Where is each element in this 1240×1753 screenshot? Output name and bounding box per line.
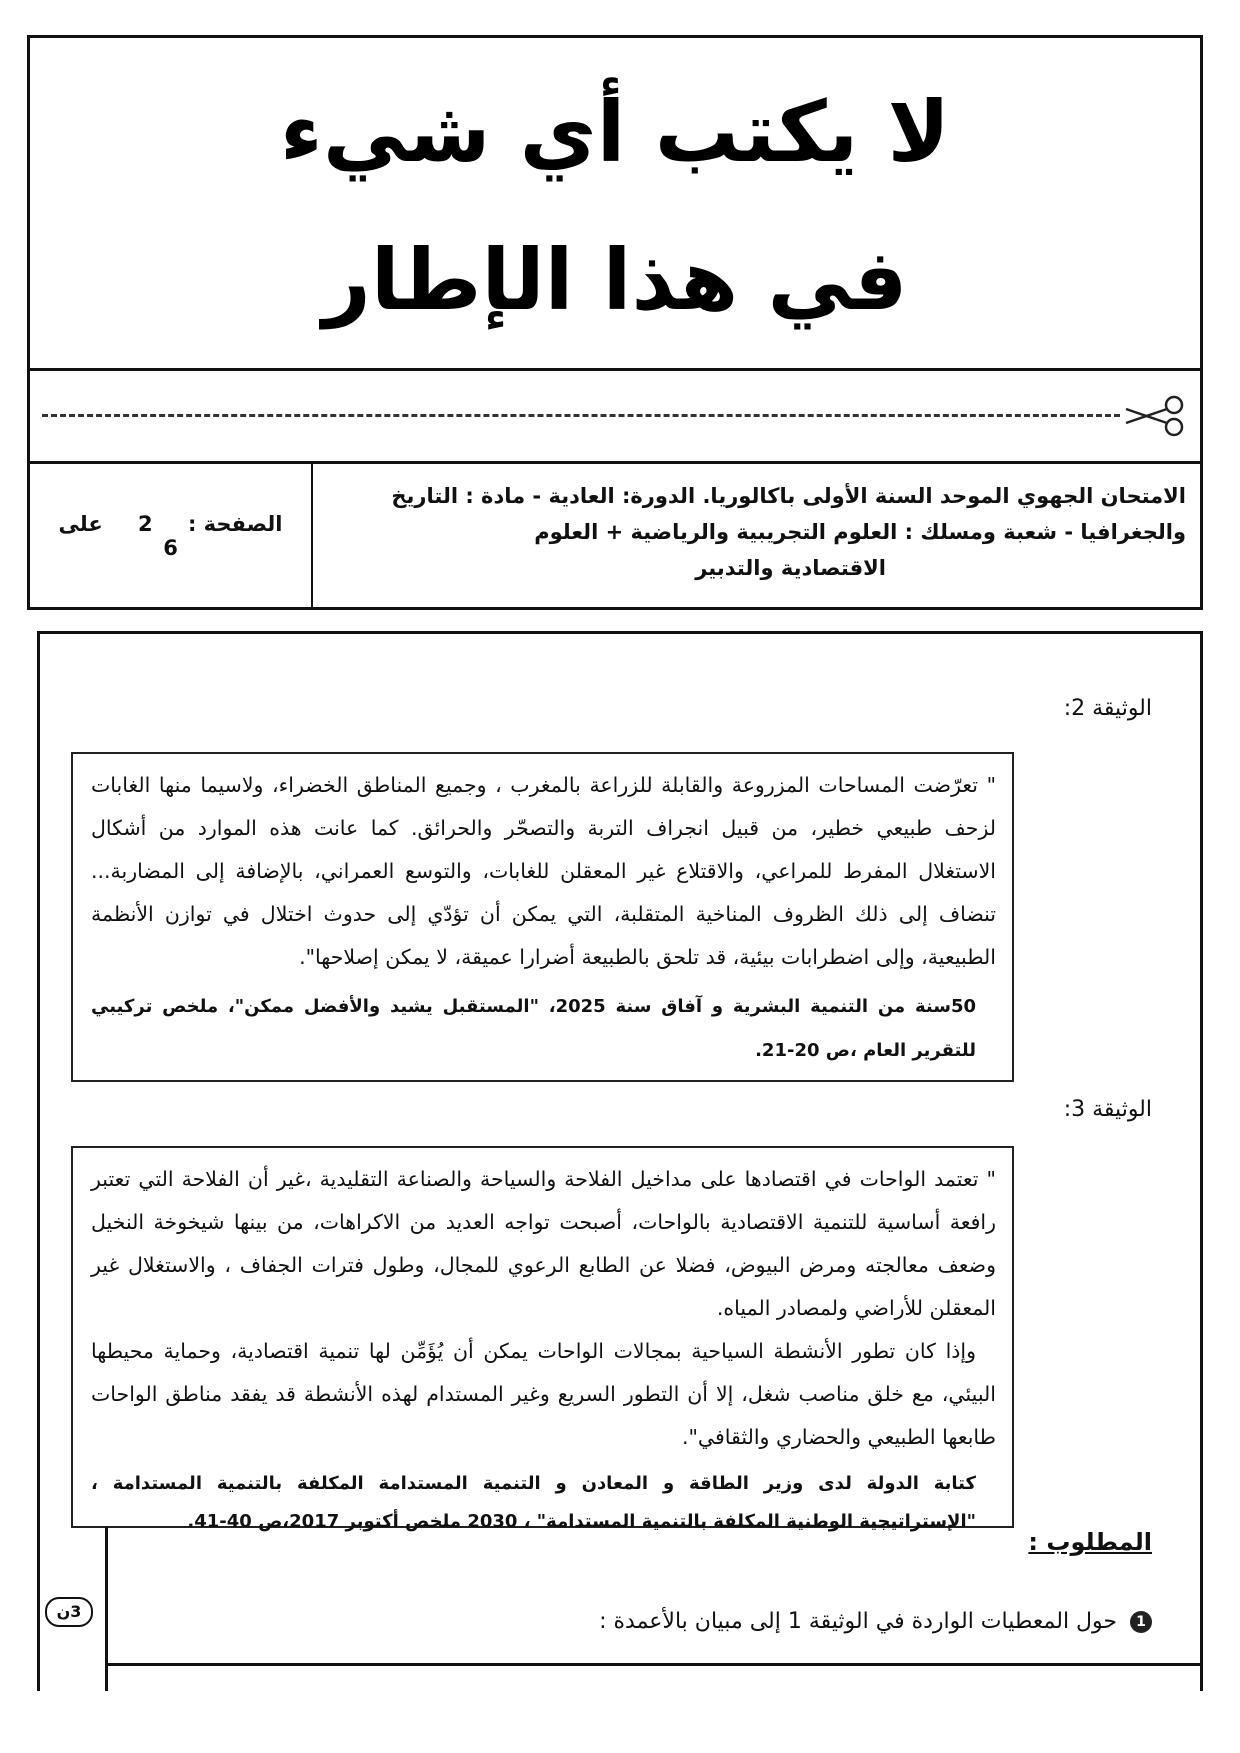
doc3-quote-box bbox=[71, 1146, 1014, 1532]
doc2-text: " تعرّضت المساحات المزروعة والقابلة للزراعة بالمغرب ، وجميع المناطق الخضراء، ولاسيما منها الغابات لزحف طبيعي خطير، من قبيل انجراف التربة والتصحّر والحرائق. كما عانت هذه الموارد من أشكال الاستغلال المفرط للمراعي، والاقتلاع غير المعقلن للغابات، والتوسع العمراني، بالإضافة إلى المضاربة... تنضاف إلى ذلك الظروف المناخية المتقلبة، التي يمكن أن تؤدّي إلى حدوث اختلال في توازن الأنظمة الطبيعية، وإلى اضطرابات بيئية، قد تلحق بالطبيعة أضرارا عميقة، لا يمكن إصلاحها". bbox=[91, 773, 996, 969]
exam-title-line-2: والجغرافيا - شعبة ومسلك : العلوم التجريبية والرياضية + العلوم bbox=[534, 520, 1186, 544]
do-not-write-box bbox=[27, 35, 1203, 371]
margin-divider bbox=[105, 1527, 108, 1691]
exam-title-line-1: الامتحان الجهوي الموحد السنة الأولى باكالوريا. الدورة: العادية - مادة : التاريخ bbox=[391, 484, 1186, 508]
doc3-label: الوثيقة 3: bbox=[1063, 1097, 1152, 1122]
dashed-cut-line bbox=[42, 414, 1120, 417]
points-badge: 3ن bbox=[45, 1597, 93, 1627]
page-of: على bbox=[58, 512, 103, 536]
doc2-label: الوثيقة 2: bbox=[1063, 696, 1152, 721]
question-1 bbox=[599, 1609, 1152, 1634]
answer-area-line bbox=[105, 1663, 1200, 1666]
exam-title bbox=[346, 478, 1186, 586]
question-number-icon: 1 bbox=[1130, 1611, 1152, 1633]
warning-line-2: في هذا الإطار bbox=[322, 231, 908, 329]
doc3-text-para1: " تعتمد الواحات في اقتصادها على مداخيل الفلاحة والسياحة والصناعة التقليدية ،غير أن الفلاحة التي تعتبر رافعة أساسية للتنمية الاقتصادية بالواحات، أصبحت تواجه العديد من الاكراهات، من بينها شيخوخة النخيل وضعف معالجته ومرض البيوض، فضلا عن الطابع الرعوي للمجال، وطول فترات الجفاف ، والاستغلال غير المعقلن للأراضي ولمصادر المياه. bbox=[91, 1167, 996, 1320]
question-1-text: حول المعطيات الواردة في الوثيقة 1 إلى مبيان بالأعمدة : bbox=[599, 1609, 1117, 1634]
requirements-title: المطلوب : bbox=[1028, 1528, 1152, 1556]
page-label: الصفحة : bbox=[187, 512, 283, 536]
header-divider bbox=[311, 464, 313, 607]
cut-strip bbox=[27, 371, 1203, 461]
scissors-icon bbox=[1122, 393, 1188, 439]
page-total: 6 bbox=[163, 536, 178, 560]
exam-header bbox=[27, 461, 1203, 610]
doc2-source: 50سنة من التنمية البشرية و آفاق سنة 2025، "المستقبل يشيد والأفضل ممكن"، ملخص تركيبي للتقرير العام ،ص 20-21. bbox=[91, 996, 976, 1061]
warning-line-1: لا يكتب أي شيء bbox=[279, 83, 951, 181]
page-number: 2 bbox=[138, 512, 153, 536]
doc3-text-para2: وإذا كان تطور الأنشطة السياحية بمجالات الواحات يمكن أن يُؤَمِّن لها تنمية اقتصادية، وحماية محيطها البيئي، مع خلق مناصب شغل، إلا أن التطور السريع وغير المستدام لهذه الأنشطة قد يفقد مناطق الواحات طابعها الطبيعي والحضاري والثقافي". bbox=[91, 1339, 996, 1449]
exam-title-line-3: الاقتصادية والتدبير bbox=[695, 556, 886, 580]
doc3-source: كتابة الدولة لدى وزير الطاقة و المعادن و التنمية المستدامة المكلفة بالتنمية المستدامة ، "الإستراتيجية الوطنية المكلفة بالتنمية المستدامة" ، 2030 ملخص أكتوبر 2017،ص 40-41. bbox=[91, 1473, 976, 1532]
main-content-frame bbox=[37, 631, 1203, 1691]
doc2-quote-box bbox=[71, 752, 1014, 1082]
page-indicator bbox=[30, 512, 311, 560]
